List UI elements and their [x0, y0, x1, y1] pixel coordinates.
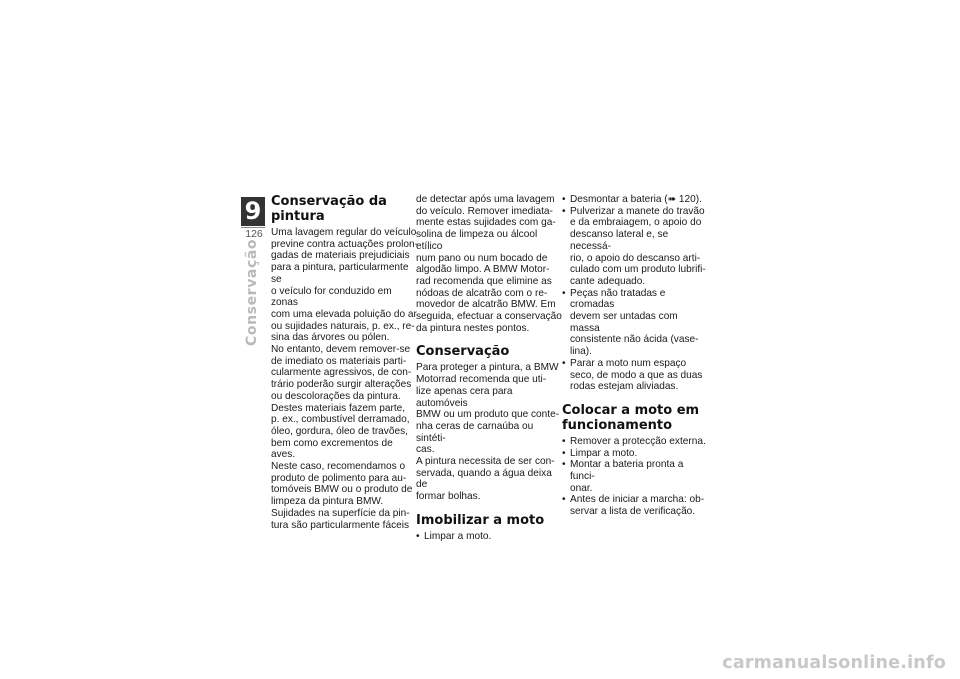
list-item: • Parar a moto num espaço seco, de modo a que as duas rodas estejam aliviadas. [562, 358, 710, 393]
list-item: • Limpar a moto. [416, 531, 564, 543]
page-number: 126 [245, 228, 263, 240]
column-3 [562, 194, 710, 518]
column-2 [416, 194, 564, 543]
heading-colocar-funcionamento: Colocar a moto em funcionamento [562, 402, 700, 433]
list-item: • Limpar a moto. [562, 448, 710, 460]
paragraph: Para proteger a pintura, a BMW Motorrad recomenda que uti- lize apenas cera para automóveis BMW ou um produto que conte- nha ceras de carnaúba ou sintéti- cas. [416, 362, 560, 456]
list-item: • Desmontar a bateria (➠ 120). [562, 194, 710, 206]
bullet-list [416, 531, 564, 543]
list-item: • Peças não tratadas e cromadas devem ser untadas com massa consistente não ácida (vase- lina). [562, 288, 710, 358]
heading-conservacao: Conservação [416, 344, 510, 360]
list-item: • Antes de iniciar a marcha: ob- servar a lista de verificação. [562, 494, 710, 517]
bullet-list [562, 194, 710, 393]
chapter-side-title: Conservação [244, 238, 260, 346]
heading-conservacao-pintura: Conservação da pintura [271, 194, 387, 224]
paragraph: No entanto, devem remover-se de imediato os materiais parti- cularmente agressivos, de con- trário poderão surgir alterações ou descolorações da pintura. Destes materiais fazem parte, p. ex., combustível derramado, óleo, gordura, óleo de travões, bem como excrementos de aves. Neste caso, recomendamos o produto de polimento para au- tomóveis BMW ou o produto de limpeza da pintura BMW. [271, 344, 413, 508]
paragraph: Uma lavagem regular do veículo previne contra actuações prolon- gadas de materiais prejudiciais para a pintura, particularmente se o veículo for conduzido em zonas com uma elevada poluição do ar ou sujidades naturais, p. ex., re- sina das árvores ou pólen. [271, 227, 419, 344]
heading-imobilizar-moto: Imobilizar a moto [416, 512, 545, 528]
paragraph: de detectar após uma lavagem do veículo. Remover imediata- mente estas sujidades com ga- solina de limpeza ou álcool etílico num pano ou num bocado de algodão limpo. A BMW Motor- rad recomenda que elimine as nódoas de alcatrão com o re- movedor de alcatrão BMW. Em seguida, efectuar a conservação da pintura nestes pontos. [416, 194, 562, 334]
bullet-list [562, 436, 710, 518]
paragraph: Sujidades na superfície da pin- tura são particularmente fáceis [271, 507, 410, 531]
list-item: • Remover a protecção externa. [562, 436, 710, 448]
column-1 [271, 194, 419, 531]
chapter-number-badge: 9 [241, 197, 265, 226]
list-item: • Montar a bateria pronta a funci- onar. [562, 459, 710, 494]
list-item: • Pulverizar a manete do travão e da embraiagem, o apoio do descanso lateral e, se necessá- rio, o apoio do descanso arti- culado com um produto lubrifi- cante adequado. [562, 206, 710, 288]
watermark: carmanualsonline.info [722, 653, 946, 673]
paragraph: A pintura necessita de ser con- servada, quando a água deixa de formar bolhas. [416, 456, 555, 503]
